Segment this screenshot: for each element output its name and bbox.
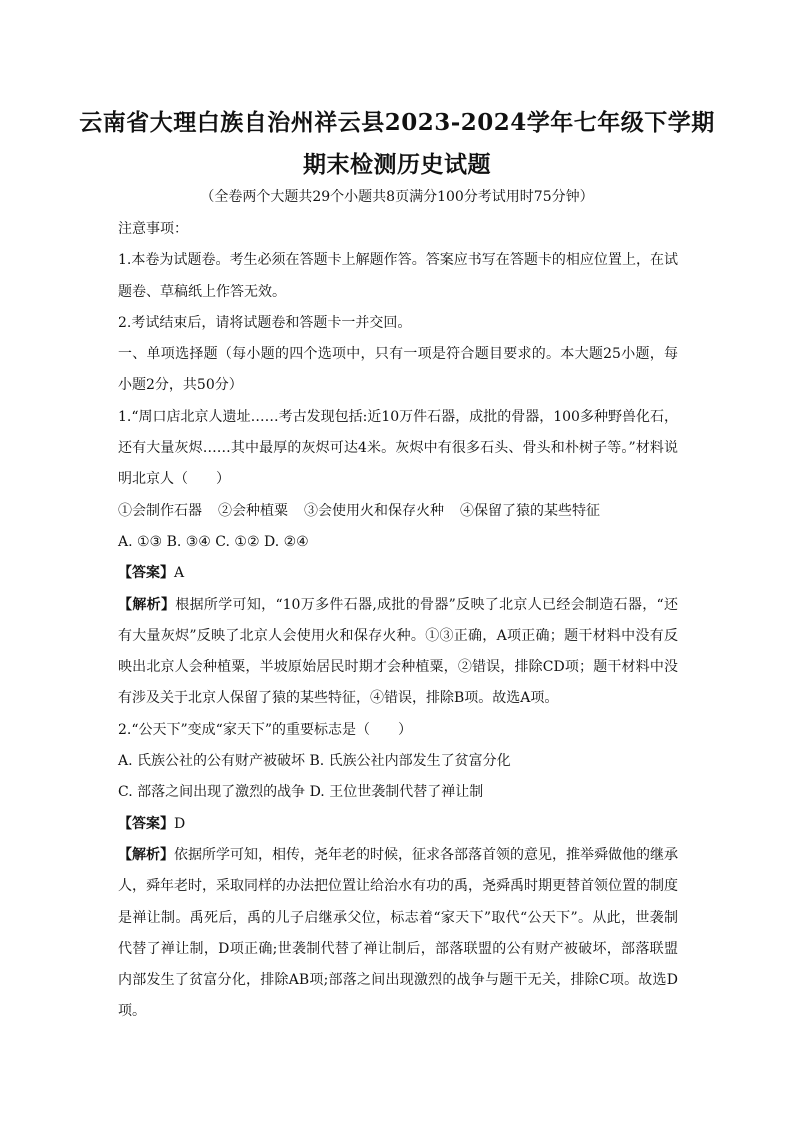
note-1: 1.本卷为试题卷。考生必须在答题卡上解题作答。答案应书写在答题卡的相应位置上，在试题卷、草稿纸上作答无效。 xyxy=(118,252,678,300)
answer-label: 【答案】 xyxy=(118,815,174,832)
analysis-text: 依据所学可知，相传，尧年老的时候，征求各部落首领的意见，推举舜做他的继承人，舜年老时，采取同样的办法把位置让给治水有功的禹，尧舜禹时期更替首领位置的制度是禅让制。禹死后，禹的儿子启继承父位，标志着“家天下”取代“公天下”。从此，世袭制代替了禅让制，D项正确;世袭制代替了禅让制后，部落联盟的公有财产被破坏，部落联盟内部发生了贫富分化，排除AB项;部落之间出现激烈的战争与题干无关，排除C项。故选D项。 xyxy=(118,846,678,1020)
answer-value: A xyxy=(174,565,185,582)
statement-4: ④保留了猿的某些特征 xyxy=(460,502,600,519)
statement-2: ②会种植粟 xyxy=(218,502,288,519)
exam-title-line2: 期末检测历史试题 xyxy=(303,151,491,178)
question-2-options-line1: A. 氏族公社的公有财产被破坏 B. 氏族公社内部发生了贫富分化 xyxy=(118,753,511,770)
answer-label: 【答案】 xyxy=(118,565,174,582)
analysis-label: 【解析】 xyxy=(118,596,176,613)
question-1-analysis xyxy=(118,590,678,715)
question-1-options: A. ①③ B. ③④ C. ①② D. ②④ xyxy=(118,533,309,550)
exam-body xyxy=(118,214,678,1028)
exam-subtitle: （全卷两个大题共29个小题共8页满分100分考试用时75分钟） xyxy=(200,189,594,205)
statement-1: ①会制作石器 xyxy=(118,502,202,519)
answer-value: D xyxy=(174,815,186,832)
question-2-answer xyxy=(118,809,678,840)
question-2-stem: 2.“公天下”变成“家天下”的重要标志是（ ） xyxy=(118,721,412,738)
note-2: 2.考试结束后，请将试题卷和答题卡一并交回。 xyxy=(118,314,412,331)
analysis-label: 【解析】 xyxy=(118,846,174,863)
question-2-options-line2: C. 部落之间出现了激烈的战争 D. 王位世袭制代替了禅让制 xyxy=(118,784,484,801)
analysis-text: 根据所学可知，“10万多件石器,成批的骨器”反映了北京人已经会制造石器，“还有大量灰烬”反映了北京人会使用火和保存火种。①③正确，A项正确；题干材料中没有反映出北京人会种植粟，半坡原始居民时期才会种植粟，②错误，排除CD项；题干材料中没有涉及关于北京人保留了猿的某些特征，④错误，排除B项。故选A项。 xyxy=(118,596,679,707)
exam-title-line1: 云南省大理白族自治州祥云县2023-2024学年七年级下学期 xyxy=(79,109,715,136)
question-1-statements xyxy=(118,496,678,527)
question-1-answer xyxy=(118,558,678,589)
section-heading: 一、单项选择题（每小题的四个选项中，只有一项是符合题目要求的。本大题25小题，每小题2分，共50分） xyxy=(118,346,678,394)
statement-3: ③会使用火和保存火种 xyxy=(304,502,444,519)
question-1-stem: 1.“周口店北京人遗址……考古发现包括:近10万件石器，成批的骨器，100多种野兽化石，还有大量灰烬……其中最厚的灰烬可达4米。灰烬中有很多石头、骨头和朴树子等。”材料说明北京人（ ） xyxy=(118,408,678,488)
question-2-analysis xyxy=(118,840,678,1028)
notes-heading: 注意事项： xyxy=(118,221,188,237)
